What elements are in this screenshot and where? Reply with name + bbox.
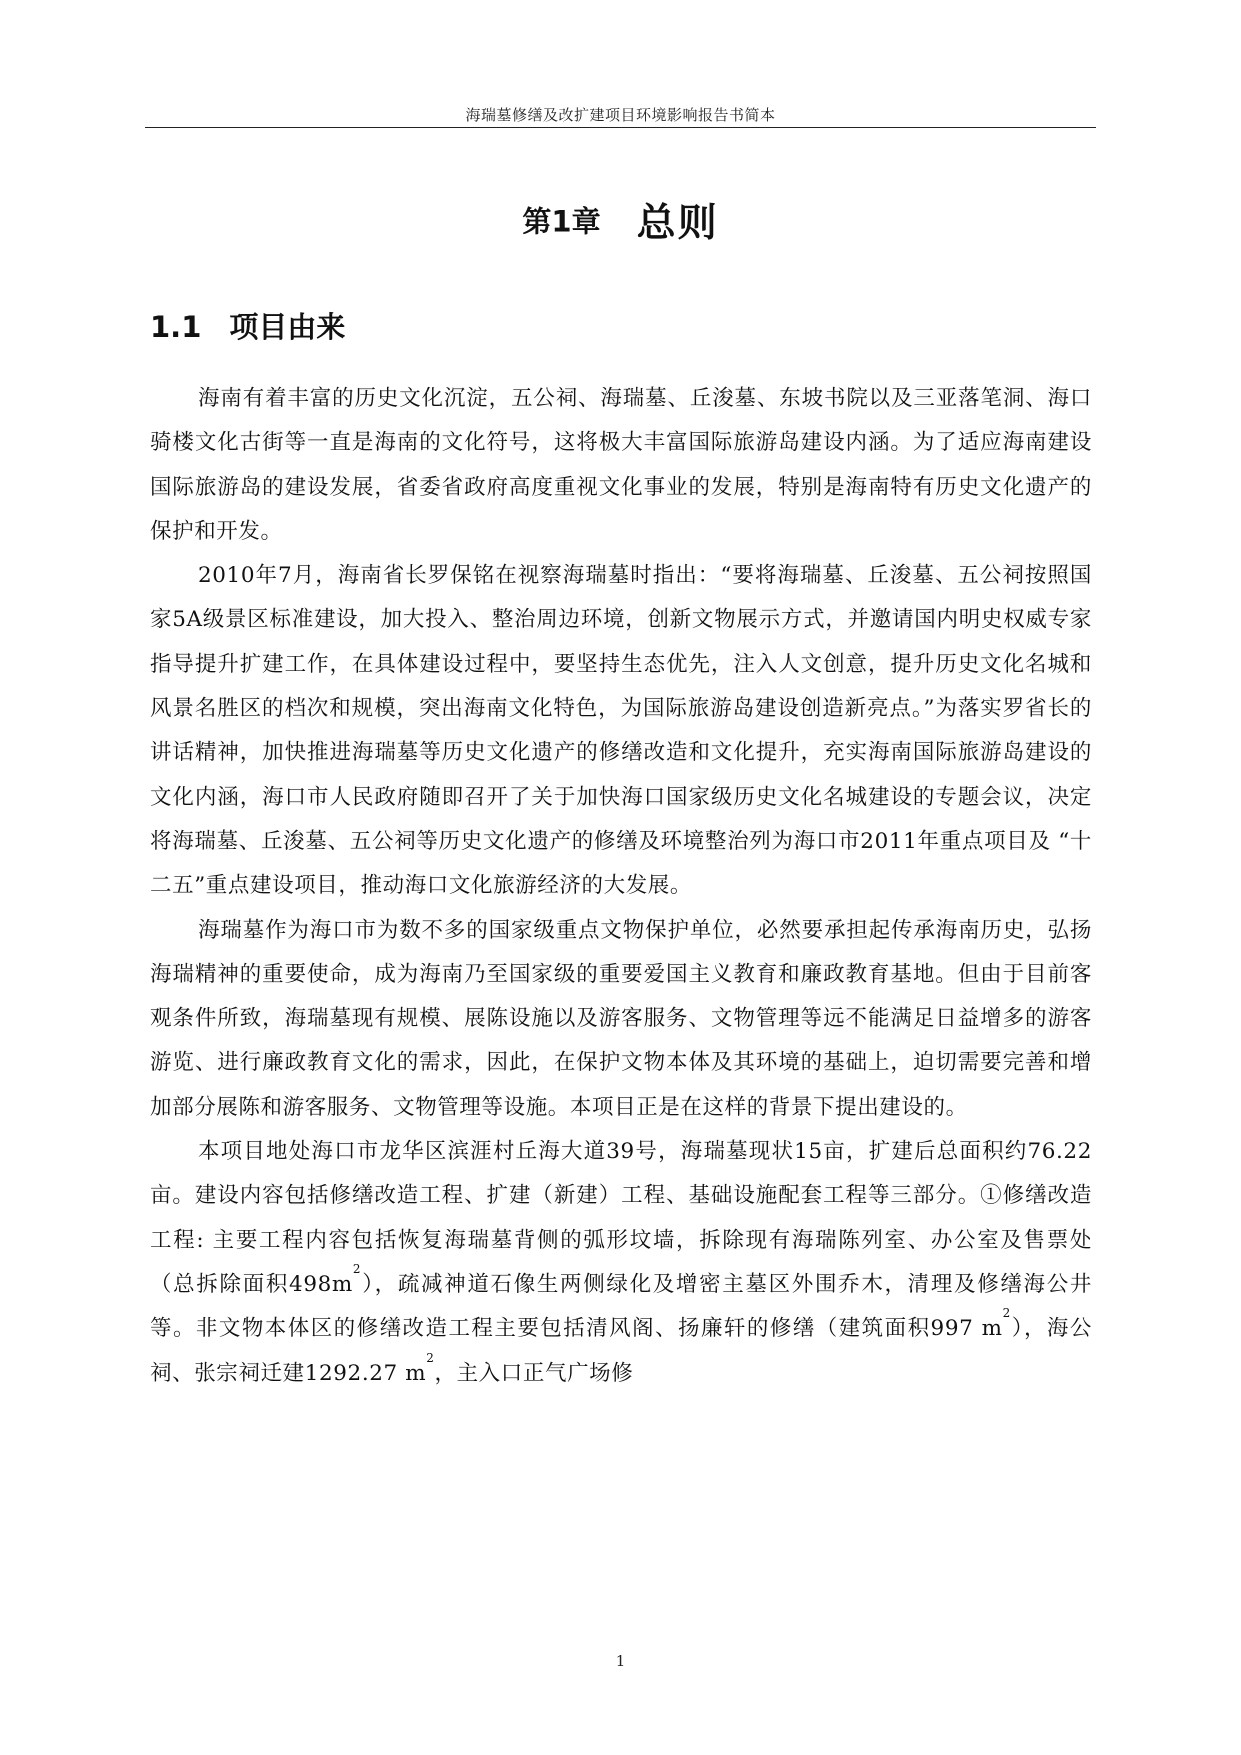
header-rule xyxy=(145,127,1096,128)
section-heading xyxy=(150,305,345,346)
paragraph-4 xyxy=(150,1130,1092,1396)
superscript-1: 2 xyxy=(352,1261,362,1276)
superscript-2: 2 xyxy=(1002,1306,1011,1321)
paragraph-2: 2010年7月，海南省长罗保铭在视察海瑞墓时指出：“要将海瑞墓、丘浚墓、五公祠按照国家5A级景区标准建设，加大投入、整治周边环境，创新文物展示方式，并邀请国内明史权威专家指导提升扩建工作，在具体建设过程中，要坚持生态优先，注入人文创意，提升历史文化名城和风景名胜区的档次和规模，突出海南文化特色，为国际旅游岛建设创造新亮点。”为落实罗省长的讲话精神，加快推进海瑞墓等历史文化遗产的修缮改造和文化提升，充实海南国际旅游岛建设的文化内涵，海口市人民政府随即召开了关于加快海口国家级历史文化名城建设的专题会议，决定将海瑞墓、丘浚墓、五公祠等历史文化遗产的修缮及环境整治列为海口市2011年重点项目及 “十二五”重点建设项目，推动海口文化旅游经济的大发展。 xyxy=(150,563,1092,899)
chapter-number: 第1章 xyxy=(522,204,601,239)
paragraph-4-part-1: 本项目地处海口市龙华区滨涯村丘海大道39号，海瑞墓现状15亩，扩建后总面积约76.22亩。建设内容包括修缮改造工程、扩建（新建）工程、基础设施配套工程等三部分。①修缮改造工程: 主要工程内容包括恢复海瑞墓背侧的弧形坟墙，拆除现有海瑞陈列室、办公室及售票处（总拆除面积498m xyxy=(150,1139,1092,1297)
chapter-heading xyxy=(145,192,1096,248)
running-header: 海瑞墓修缮及改扩建项目环境影响报告书简本 xyxy=(465,106,776,124)
paragraph-3: 海瑞墓作为海口市为数不多的国家级重点文物保护单位，必然要承担起传承海南历史，弘扬海瑞精神的重要使命，成为海南乃至国家级的重要爱国主义教育和廉政教育基地。但由于目前客观条件所致，海瑞墓现有规模、展陈设施以及游客服务、文物管理等远不能满足日益增多的游客游览、进行廉政教育文化的需求，因此，在保护文物本体及其环境的基础上，迫切需要完善和增加部分展陈和游客服务、文物管理等设施。本项目正是在这样的背景下提出建设的。 xyxy=(150,917,1092,1120)
body-text xyxy=(150,377,1092,1396)
paragraph-4-part-4: ，主入口正气广场修 xyxy=(434,1360,634,1386)
section-title: 项目由来 xyxy=(229,310,346,344)
chapter-title: 总则 xyxy=(636,201,719,246)
paragraph-1: 海南有着丰富的历史文化沉淀，五公祠、海瑞墓、丘浚墓、东坡书院以及三亚落笔洞、海口骑楼文化古街等一直是海南的文化符号，这将极大丰富国际旅游岛建设内涵。为了适应海南建设国际旅游岛的建设发展，省委省政府高度重视文化事业的发展，特别是海南特有历史文化遗产的保护和开发。 xyxy=(150,386,1092,544)
section-number: 1.1 xyxy=(150,310,202,344)
paragraph-4-part-3: ），海公祠、张宗祠迁建1292.27 m xyxy=(150,1316,1092,1386)
page-number: 1 xyxy=(615,1652,626,1670)
superscript-3: 2 xyxy=(426,1350,435,1365)
paragraph-4-part-2: ），疏减神道石像生两侧绿化及增密主墓区外围乔木，清理及修缮海公井等。非文物本体区的修缮改造工程主要包括清风阁、扬廉轩的修缮（建筑面积997 m xyxy=(150,1271,1093,1342)
